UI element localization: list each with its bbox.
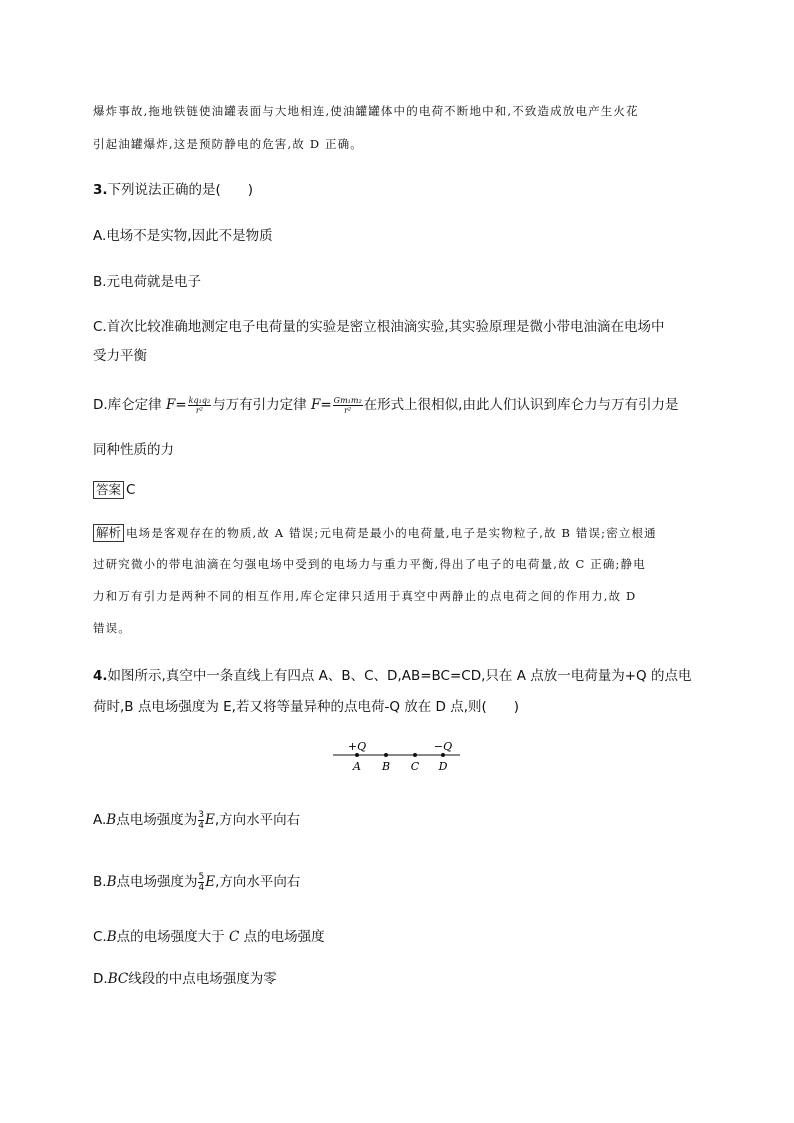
q4-option-d bbox=[93, 967, 277, 987]
fraction-numerator: 3 bbox=[198, 809, 204, 820]
point-c-label: C bbox=[410, 760, 420, 773]
charge-minus-label: −Q bbox=[433, 740, 453, 753]
option-text: 点的电场强度 bbox=[239, 929, 325, 945]
question-4-stem-line-2: 荷时,B 点电场强度为 E,若又将等量异种的点电荷-Q 放在 D 点,则( ) bbox=[93, 699, 520, 715]
point-b-label: B bbox=[381, 760, 391, 773]
fraction-numerator: Gm₁m₂ bbox=[333, 395, 362, 405]
fraction-denominator: 4 bbox=[198, 820, 204, 831]
point-symbol: C bbox=[228, 929, 240, 945]
option-prefix: D. bbox=[93, 971, 108, 987]
equals-sign: = bbox=[320, 397, 332, 413]
fraction-denominator: r² bbox=[195, 405, 203, 415]
point-symbol: B bbox=[106, 929, 117, 945]
q4-option-c bbox=[93, 925, 325, 945]
option-prefix: C. bbox=[93, 929, 107, 945]
gravitation-fraction bbox=[333, 396, 363, 415]
q3-option-c-line-1: C.首次比较准确地测定电子电荷量的实验是密立根油滴实验,其实验原理是微小带电油滴在电场中 bbox=[93, 319, 665, 335]
answer-value: C bbox=[126, 482, 136, 498]
field-symbol: E bbox=[205, 874, 216, 890]
point-c-dot bbox=[413, 753, 417, 757]
analysis-tag: 解析 bbox=[93, 524, 124, 542]
fraction-numerator: kq₁q₂ bbox=[188, 395, 211, 405]
q3-option-d-line-1 bbox=[93, 393, 678, 415]
fraction bbox=[198, 810, 204, 831]
point-d-dot bbox=[441, 753, 445, 757]
charge-plus-label: +Q bbox=[347, 740, 367, 753]
point-b-dot bbox=[384, 753, 388, 757]
question-number: 4. bbox=[93, 668, 108, 684]
q3-analysis-line-1 bbox=[93, 524, 657, 542]
fraction-numerator: 5 bbox=[198, 871, 205, 882]
q4-option-a bbox=[93, 808, 300, 831]
question-text: 如图所示,真空中一条直线上有四点 A、B、C、D,AB=BC=CD,只在 A 点放一电荷量为+Q 的点电 bbox=[107, 668, 692, 684]
q3-option-d-line-2: 同种性质的力 bbox=[93, 442, 174, 458]
question-3-stem bbox=[93, 178, 253, 198]
analysis-text: 电场是客观存在的物质,故 A 错误;元电荷是最小的电荷量,电子是实物粒子,故 B 错误;密立根通 bbox=[126, 526, 657, 540]
segment-symbol: BC bbox=[107, 971, 129, 987]
explanation-line-2: 引起油罐爆炸,这是预防静电的危害,故 D 正确。 bbox=[93, 137, 363, 151]
formula-symbol: F bbox=[165, 397, 176, 413]
explanation-line-1: 爆炸事故,拖地铁链使油罐表面与大地相连,使油罐罐体中的电荷不断地中和,不致造成放电产生火花 bbox=[93, 104, 639, 118]
formula-symbol: F bbox=[310, 397, 321, 413]
option-prefix: A. bbox=[93, 812, 107, 828]
option-text: 点电场强度为 bbox=[116, 874, 198, 890]
q3-option-c-line-2: 受力平衡 bbox=[93, 348, 147, 364]
q3-option-a: A.电场不是实物,因此不是物质 bbox=[93, 228, 273, 244]
option-suffix: ,方向水平向右 bbox=[215, 874, 301, 890]
q3-answer bbox=[93, 481, 135, 499]
q3-option-b: B.元电荷就是电子 bbox=[93, 274, 202, 290]
equals-sign: = bbox=[175, 397, 187, 413]
question-number: 3. bbox=[93, 182, 108, 198]
option-d-middle: 与万有引力定律 bbox=[212, 397, 311, 413]
q3-analysis-line-3: 力和万有引力是两种不同的相互作用,库仑定律只适用于真空中两静止的点电荷之间的作用力,故 D bbox=[93, 589, 637, 603]
coulomb-fraction bbox=[188, 396, 212, 415]
fraction-denominator: r² bbox=[344, 405, 352, 415]
option-text: 点的电场强度大于 bbox=[116, 929, 229, 945]
field-symbol: E bbox=[204, 812, 215, 828]
point-symbol: B bbox=[106, 812, 117, 828]
question-4-stem-line-1 bbox=[93, 664, 691, 684]
q4-option-b bbox=[93, 870, 300, 893]
question-text: 下列说法正确的是( ) bbox=[107, 182, 254, 198]
q3-analysis-line-4: 错误。 bbox=[93, 621, 131, 635]
point-a-label: A bbox=[353, 760, 361, 773]
answer-tag: 答案 bbox=[93, 481, 124, 499]
option-d-prefix: D.库仑定律 bbox=[93, 397, 166, 413]
fraction-denominator: 4 bbox=[198, 882, 205, 893]
option-d-suffix: 在形式上很相似,由此人们认识到库仑力与万有引力是 bbox=[363, 397, 679, 413]
charge-line-figure bbox=[330, 735, 465, 775]
point-symbol: B bbox=[106, 874, 117, 890]
option-text: 点电场强度为 bbox=[116, 812, 198, 828]
q3-analysis-line-2: 过研究微小的带电油滴在匀强电场中受到的电场力与重力平衡,得出了电子的电荷量,故 C 正确;静电 bbox=[93, 557, 646, 571]
option-suffix: ,方向水平向右 bbox=[214, 812, 301, 828]
fraction bbox=[198, 872, 204, 893]
point-d-label: D bbox=[438, 760, 448, 773]
point-a-dot bbox=[355, 753, 359, 757]
option-text: 线段的中点电场强度为零 bbox=[128, 971, 277, 987]
option-prefix: B. bbox=[93, 874, 107, 890]
